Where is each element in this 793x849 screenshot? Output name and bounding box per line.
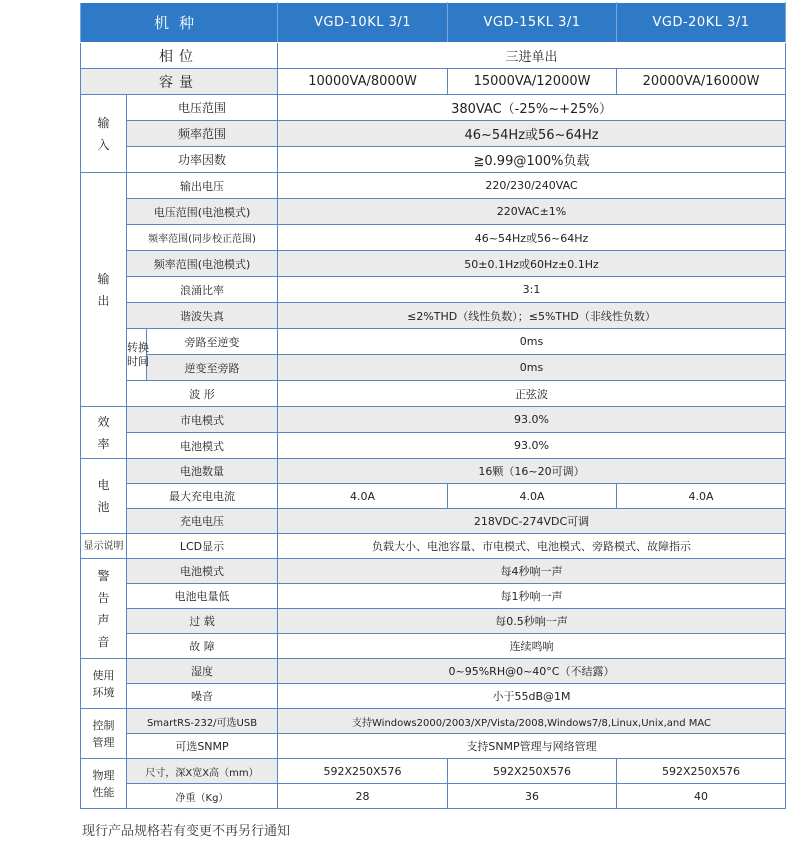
spec-row (81, 659, 786, 684)
row-value: 4.0A (617, 484, 786, 509)
model-name: VGD-15KL 3/1 (448, 3, 617, 43)
category-alarm: 警告声音 (81, 559, 127, 659)
spec-row (81, 381, 786, 407)
capacity-label: 容量 (81, 69, 278, 95)
row-label: 谐波失真 (127, 303, 278, 329)
capacity-value: 20000VA/16000W (617, 69, 786, 95)
spec-row (81, 355, 786, 381)
row-value: 正弦波 (278, 381, 786, 407)
category-battery: 电池 (81, 459, 127, 534)
spec-row (81, 509, 786, 534)
row-label: 输出电压 (127, 173, 278, 199)
spec-row (81, 484, 786, 509)
row-label: 充电电压 (127, 509, 278, 534)
spec-row (81, 225, 786, 251)
row-value: 592X250X576 (278, 759, 448, 784)
row-label: 噪音 (127, 684, 278, 709)
row-value: 218VDC-274VDC可调 (278, 509, 786, 534)
row-value: 支持SNMP管理与网络管理 (278, 734, 786, 759)
row-value: 支持Windows2000/2003/XP/Vista/2008,Windows7/8,Linux,Unix,and MAC (278, 709, 786, 734)
category-output: 输出 (81, 173, 127, 407)
spec-row (81, 407, 786, 433)
row-label: 电压范围(电池模式) (127, 199, 278, 225)
row-value: 46~54Hz或56~64Hz (278, 121, 786, 147)
transfer-time-label: 转换时间 (127, 329, 147, 381)
row-label: 电池模式 (127, 559, 278, 584)
spec-row (81, 759, 786, 784)
row-value: 592X250X576 (617, 759, 786, 784)
row-value: 0ms (278, 329, 786, 355)
row-value: 16颗（16~20可调） (278, 459, 786, 484)
row-value: 0ms (278, 355, 786, 381)
category-input: 输入 (81, 95, 127, 173)
row-value: 28 (278, 784, 448, 809)
spec-row (81, 147, 786, 173)
row-value: 4.0A (278, 484, 448, 509)
row-label: 功率因数 (127, 147, 278, 173)
spec-row (81, 95, 786, 121)
row-label: 逆变至旁路 (147, 355, 278, 381)
category-display: 显示说明 (81, 534, 127, 559)
row-value: ≤2%THD（线性负数）；≤5%THD（非线性负数） (278, 303, 786, 329)
spec-row (81, 199, 786, 225)
spec-row (81, 584, 786, 609)
row-label: 市电模式 (127, 407, 278, 433)
spec-row (81, 634, 786, 659)
phase-label: 相位 (81, 43, 278, 69)
category-management: 控制管理 (81, 709, 127, 759)
footnote: 现行产品规格若有变更不再另行通知 (82, 824, 291, 839)
row-label: LCD显示 (127, 534, 278, 559)
row-label: 频率范围(电池模式) (127, 251, 278, 277)
capacity-row (81, 69, 786, 95)
spec-row (81, 173, 786, 199)
row-value: 每0.5秒响一声 (278, 609, 786, 634)
row-value: 592X250X576 (448, 759, 617, 784)
row-label: 可选SNMP (127, 734, 278, 759)
row-label: 净重（Kg） (127, 784, 278, 809)
spec-row (81, 734, 786, 759)
row-label: 最大充电电流 (127, 484, 278, 509)
row-label: 浪涌比率 (127, 277, 278, 303)
spec-row (81, 303, 786, 329)
row-label: 电池模式 (127, 433, 278, 459)
row-value: 40 (617, 784, 786, 809)
row-value: 46~54Hz或56~64Hz (278, 225, 786, 251)
spec-row (81, 121, 786, 147)
row-label: 频率范围(同步校正范围) (127, 225, 278, 251)
row-value: 4.0A (448, 484, 617, 509)
capacity-value: 15000VA/12000W (448, 69, 617, 95)
spec-row (81, 251, 786, 277)
row-value: 每1秒响一声 (278, 584, 786, 609)
row-value: 负载大小、电池容量、市电模式、电池模式、旁路模式、故障指示 (278, 534, 786, 559)
phase-value: 三进单出 (278, 43, 786, 69)
spec-row (81, 609, 786, 634)
row-label: 尺寸，深X宽X高（mm） (127, 759, 278, 784)
row-value: 220VAC±1% (278, 199, 786, 225)
phase-row (81, 43, 786, 69)
model-name: VGD-20KL 3/1 (617, 3, 786, 43)
category-efficiency: 效率 (81, 407, 127, 459)
row-label: 故 障 (127, 634, 278, 659)
spec-row (81, 329, 786, 355)
row-label: 波 形 (127, 381, 278, 407)
category-physical: 物理性能 (81, 759, 127, 809)
row-value: 连续鸣响 (278, 634, 786, 659)
spec-row (81, 784, 786, 809)
machine-label: 机种 (81, 3, 278, 43)
row-value: 0~95%RH@0~40°C（不结露） (278, 659, 786, 684)
row-label: 过 载 (127, 609, 278, 634)
row-value: 380VAC（-25%~+25%） (278, 95, 786, 121)
spec-row (81, 684, 786, 709)
row-value: 3:1 (278, 277, 786, 303)
category-environment: 使用环境 (81, 659, 127, 709)
row-label: 湿度 (127, 659, 278, 684)
spec-row (81, 433, 786, 459)
row-label: 电压范围 (127, 95, 278, 121)
row-value: 每4秒响一声 (278, 559, 786, 584)
row-value: 220/230/240VAC (278, 173, 786, 199)
spec-row (81, 709, 786, 734)
ups-spec-table (80, 2, 786, 809)
row-label: 电池电量低 (127, 584, 278, 609)
header-row (81, 3, 786, 43)
row-value: 50±0.1Hz或60Hz±0.1Hz (278, 251, 786, 277)
row-value: ≧0.99@100%负载 (278, 147, 786, 173)
row-value: 36 (448, 784, 617, 809)
row-label: 旁路至逆变 (147, 329, 278, 355)
row-value: 93.0% (278, 433, 786, 459)
row-value: 93.0% (278, 407, 786, 433)
model-name: VGD-10KL 3/1 (278, 3, 448, 43)
spec-row (81, 534, 786, 559)
row-value: 小于55dB@1M (278, 684, 786, 709)
spec-row (81, 277, 786, 303)
capacity-value: 10000VA/8000W (278, 69, 448, 95)
row-label: SmartRS-232/可选USB (127, 709, 278, 734)
spec-row (81, 459, 786, 484)
row-label: 电池数量 (127, 459, 278, 484)
row-label: 频率范围 (127, 121, 278, 147)
spec-row (81, 559, 786, 584)
